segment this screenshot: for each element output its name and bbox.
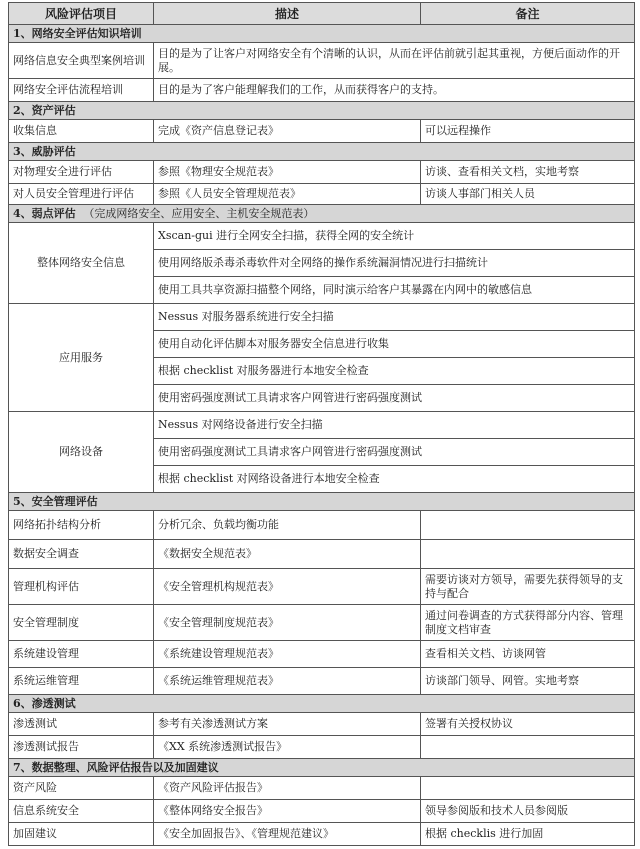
description-cell: 目的是为了让客户对网络安全有个清晰的认识，从而在评估前就引起其重视，方便后面动作的开展。 — [154, 43, 635, 79]
item-cell: 数据安全调查 — [9, 540, 154, 569]
section-title: 1、网络安全评估知识培训 — [9, 25, 635, 43]
description-cell: Nessus 对网络设备进行安全扫描 — [154, 412, 635, 439]
item-cell: 系统建设管理 — [9, 641, 154, 668]
note-cell: 需要访谈对方领导，需要先获得领导的支持与配合 — [421, 569, 635, 605]
note-cell — [421, 736, 635, 759]
table-row — [9, 540, 635, 569]
description-cell: 《数据安全规范表》 — [154, 540, 421, 569]
description-cell: 《安全管理制度规范表》 — [154, 605, 421, 641]
note-cell: 访谈部门领导、网管。实地考察 — [421, 668, 635, 695]
description-cell: 根据 checklist 对服务器进行本地安全检查 — [154, 358, 635, 385]
table-row — [9, 605, 635, 641]
table-row — [9, 668, 635, 695]
note-cell: 领导参阅版和技术人员参阅版 — [421, 800, 635, 823]
item-cell: 渗透测试报告 — [9, 736, 154, 759]
description-cell: 《整体网络安全报告》 — [154, 800, 421, 823]
section-title-text: 4、弱点评估 — [13, 206, 76, 220]
description-cell: 完成《资产信息登记表》 — [154, 120, 421, 143]
description-cell: 目的是为了客户能理解我们的工作，从而获得客户的支持。 — [154, 79, 635, 102]
description-cell: 使用工具共享资源扫描整个网络，同时演示给客户其暴露在内网中的敏感信息 — [154, 277, 635, 304]
description-cell: 《安全加固报告》、《管理规范建议》 — [154, 823, 421, 846]
note-cell: 可以远程操作 — [421, 120, 635, 143]
table-row — [9, 777, 635, 800]
table-row — [9, 161, 635, 184]
item-cell: 资产风险 — [9, 777, 154, 800]
risk-assessment-table — [8, 2, 635, 846]
note-cell: 访谈人事部门相关人员 — [421, 184, 635, 205]
table-row — [9, 823, 635, 846]
section-row — [9, 25, 635, 43]
header-item: 风险评估项目 — [9, 3, 154, 25]
header-note: 备注 — [421, 3, 635, 25]
description-cell: 分析冗余、负载均衡功能 — [154, 511, 421, 540]
description-cell: 《安全管理机构规范表》 — [154, 569, 421, 605]
item-cell: 收集信息 — [9, 120, 154, 143]
item-cell: 安全管理制度 — [9, 605, 154, 641]
description-cell: 使用自动化评估脚本对服务器安全信息进行收集 — [154, 331, 635, 358]
table-row — [9, 304, 635, 331]
table-row — [9, 184, 635, 205]
section-row — [9, 205, 635, 223]
note-cell — [421, 511, 635, 540]
item-cell: 网络安全评估流程培训 — [9, 79, 154, 102]
item-cell: 加固建议 — [9, 823, 154, 846]
note-cell: 根据 checklis 进行加固 — [421, 823, 635, 846]
description-cell: 参照《物理安全规范表》 — [154, 161, 421, 184]
note-cell: 签署有关授权协议 — [421, 713, 635, 736]
section-title: 3、威胁评估 — [9, 143, 635, 161]
item-cell: 应用服务 — [9, 304, 154, 412]
item-cell: 系统运维管理 — [9, 668, 154, 695]
section-title: 2、资产评估 — [9, 102, 635, 120]
table-row — [9, 79, 635, 102]
section-title: 5、安全管理评估 — [9, 493, 635, 511]
description-cell: Xscan-gui 进行全网安全扫描，获得全网的安全统计 — [154, 223, 635, 250]
section-row — [9, 143, 635, 161]
section-row — [9, 102, 635, 120]
item-cell: 管理机构评估 — [9, 569, 154, 605]
item-cell: 信息系统安全 — [9, 800, 154, 823]
description-cell: 使用密码强度测试工具请求客户网管进行密码强度测试 — [154, 439, 635, 466]
section-row — [9, 695, 635, 713]
section-title: 7、数据整理、风险评估报告以及加固建议 — [9, 759, 635, 777]
description-cell: 《资产风险评估报告》 — [154, 777, 421, 800]
section-title-note: （完成网络安全、应用安全、主机安全规范表） — [83, 206, 315, 220]
description-cell: 参照《人员安全管理规范表》 — [154, 184, 421, 205]
table-row — [9, 120, 635, 143]
item-cell: 网络信息安全典型案例培训 — [9, 43, 154, 79]
table-row — [9, 511, 635, 540]
table-row — [9, 641, 635, 668]
table-row — [9, 412, 635, 439]
item-cell: 对物理安全进行评估 — [9, 161, 154, 184]
description-cell: Nessus 对服务器系统进行安全扫描 — [154, 304, 635, 331]
note-cell: 查看相关文档、访谈网管 — [421, 641, 635, 668]
description-cell: 使用网络版杀毒杀毒软件对全网络的操作系统漏洞情况进行扫描统计 — [154, 250, 635, 277]
description-cell: 根据 checklist 对网络设备进行本地安全检查 — [154, 466, 635, 493]
description-cell: 参考有关渗透测试方案 — [154, 713, 421, 736]
description-cell: 《系统运维管理规范表》 — [154, 668, 421, 695]
note-cell: 通过问卷调查的方式获得部分内容、管理制度文档审查 — [421, 605, 635, 641]
note-cell — [421, 777, 635, 800]
description-cell: 使用密码强度测试工具请求客户网管进行密码强度测试 — [154, 385, 635, 412]
header-description: 描述 — [154, 3, 421, 25]
description-cell: 《XX 系统渗透测试报告》 — [154, 736, 421, 759]
table-row — [9, 800, 635, 823]
section-row — [9, 493, 635, 511]
item-cell: 网络设备 — [9, 412, 154, 493]
section-row — [9, 759, 635, 777]
section-title — [9, 205, 635, 223]
table-row — [9, 569, 635, 605]
header-row — [9, 3, 635, 25]
table-row — [9, 713, 635, 736]
table-row — [9, 43, 635, 79]
section-title: 6、渗透测试 — [9, 695, 635, 713]
item-cell: 整体网络安全信息 — [9, 223, 154, 304]
item-cell: 网络拓扑结构分析 — [9, 511, 154, 540]
item-cell: 对人员安全管理进行评估 — [9, 184, 154, 205]
description-cell: 《系统建设管理规范表》 — [154, 641, 421, 668]
table-row — [9, 223, 635, 250]
note-cell — [421, 540, 635, 569]
note-cell: 访谈、查看相关文档，实地考察 — [421, 161, 635, 184]
table-row — [9, 736, 635, 759]
item-cell: 渗透测试 — [9, 713, 154, 736]
